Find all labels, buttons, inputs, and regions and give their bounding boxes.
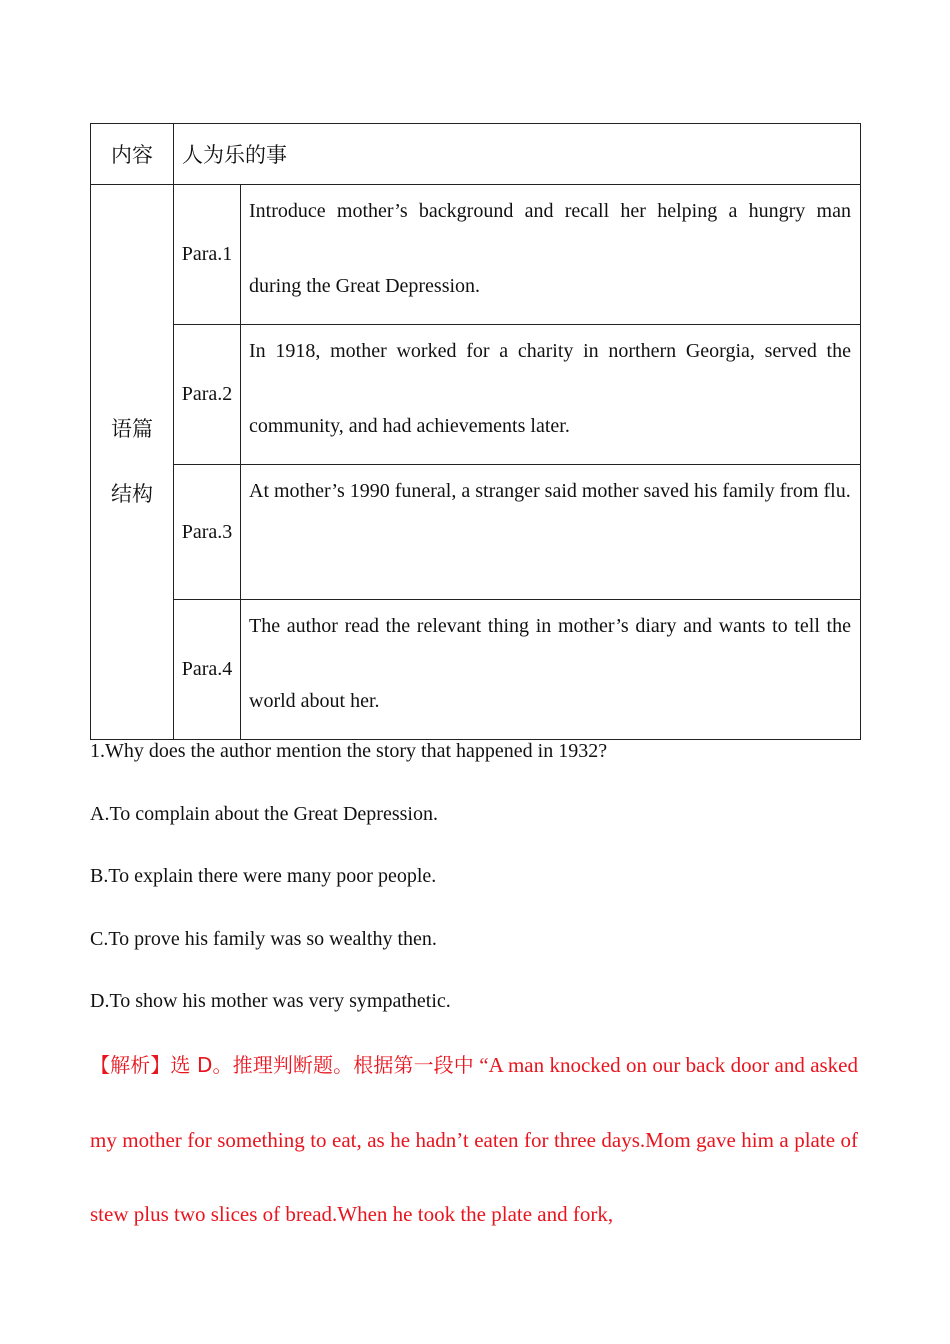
option-a: A.To complain about the Great Depression. [90,802,438,825]
para-description [241,465,861,600]
para-description [241,325,861,465]
option-b: B.To explain there were many poor people. [90,865,437,888]
para-description [241,185,861,325]
para-label: Para.1 [174,185,241,325]
analysis-paragraph [90,1028,858,1252]
option-d: D.To show his mother was very sympathetic. [90,990,451,1013]
table-row [91,465,861,600]
content-label: 内容 [91,124,174,185]
analysis-prefix: 【解析】选 D。推理判断题。根据第一段中 [90,1053,474,1077]
structure-label-cell [91,185,174,740]
para-description-text: Introduce mother’s background and recall her helping a hungry man during the Great Depression. [249,200,851,297]
para-description-text: At mother’s 1990 funeral, a stranger said mother saved his family from flu. [249,480,851,502]
para-description [241,600,861,740]
question-block [90,736,860,1049]
structure-label-line2: 结构 [111,482,153,506]
summary-table [90,123,861,740]
table-row [91,325,861,465]
table-row [91,185,861,325]
para-label: Para.3 [174,465,241,600]
para-description-text: The author read the relevant thing in mother’s diary and wants to tell the world about her. [249,615,851,712]
para-label: Para.4 [174,600,241,740]
analysis-quote: “A man knocked on our back door and asked my mother for something to eat, as he hadn’t eaten for three days.Mom gave him a plate of stew plus two slices of bread.When he took the plate and fork, [90,1053,859,1226]
table-row [91,600,861,740]
question-stem: 1.Why does the author mention the story that happened in 1932? [90,740,608,762]
para-description-text: In 1918, mother worked for a charity in northern Georgia, served the community, and had achievements later. [249,340,851,437]
para-label: Para.2 [174,325,241,465]
content-value: 人为乐的事 [174,124,861,185]
structure-label-line1: 语篇 [111,417,153,441]
option-c: C.To prove his family was so wealthy then. [90,927,437,950]
